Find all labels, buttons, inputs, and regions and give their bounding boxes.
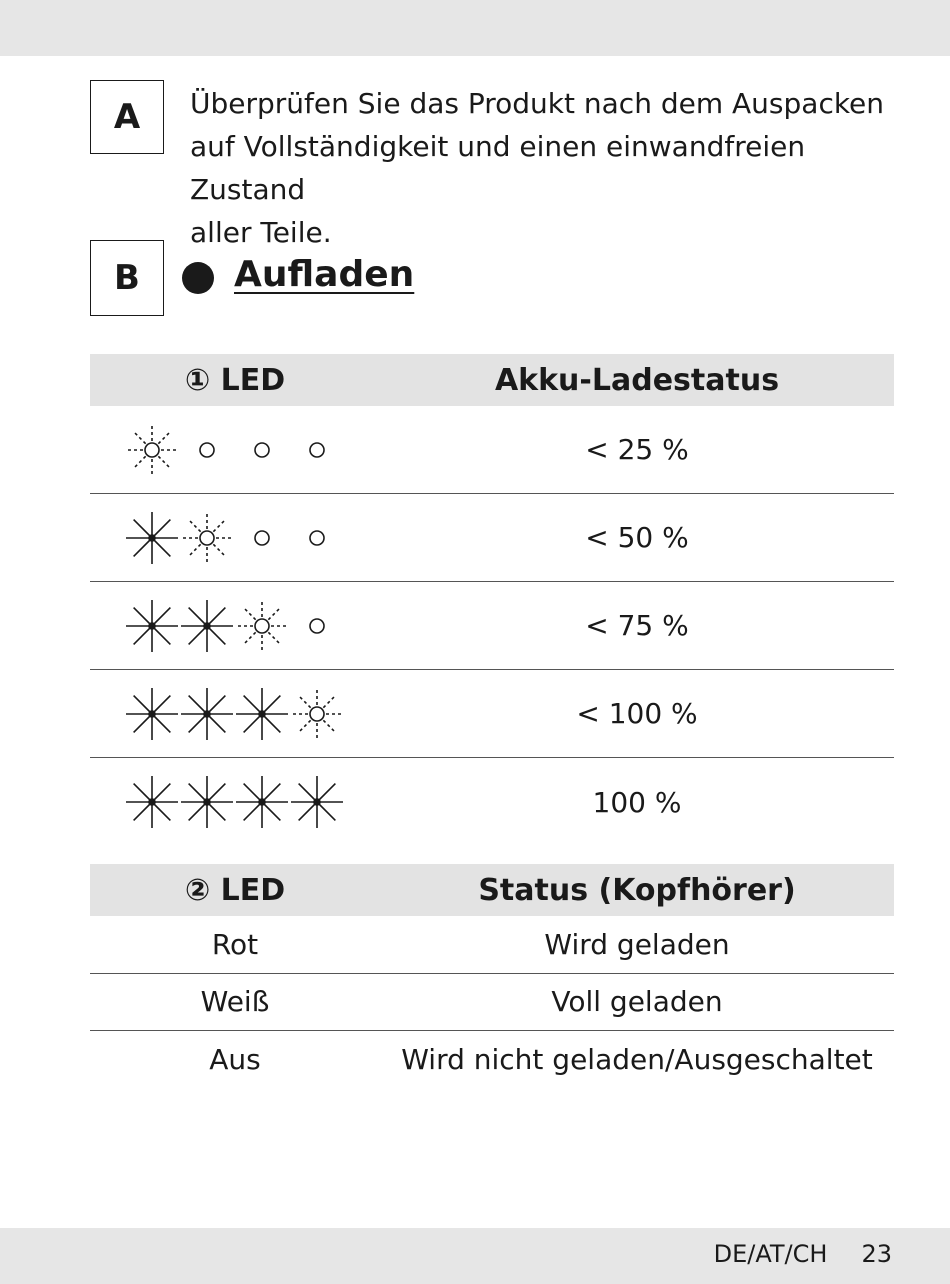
led-cell xyxy=(90,406,380,493)
led-blinking-icon xyxy=(126,424,178,476)
led-on-icon xyxy=(236,688,288,740)
step-a-label: A xyxy=(113,97,141,137)
table-row xyxy=(90,582,894,670)
led-indicator-row xyxy=(120,770,360,834)
table2-header-led: ② LED xyxy=(184,872,286,908)
charge-status: < 75 % xyxy=(585,609,689,642)
intro-text xyxy=(190,82,910,254)
charge-status: < 50 % xyxy=(585,521,689,554)
led-indicator-row xyxy=(120,682,360,746)
led-off-icon xyxy=(200,443,214,457)
charge-status: < 100 % xyxy=(576,697,698,730)
table-row xyxy=(90,1031,894,1089)
led-on-icon xyxy=(181,776,233,828)
charge-status: < 25 % xyxy=(585,433,689,466)
led-cell xyxy=(90,494,380,581)
table1-header-status: Akku-Ladestatus xyxy=(494,362,780,398)
led-cell xyxy=(90,758,380,846)
page-number: 23 xyxy=(861,1240,892,1268)
led-on-icon xyxy=(181,600,233,652)
headphone-status: Wird geladen xyxy=(544,927,730,961)
bullet-dot-icon xyxy=(182,262,214,294)
headphone-status: Voll geladen xyxy=(551,985,723,1019)
table1-header-led: ① LED xyxy=(184,362,286,398)
led-blinking-icon xyxy=(236,600,288,652)
led-cell xyxy=(90,670,380,757)
led-blinking-icon xyxy=(291,688,343,740)
top-band xyxy=(0,0,950,56)
charge-status: 100 % xyxy=(592,785,682,819)
intro-line: auf Vollständigkeit und einen einwandfreien Zustand xyxy=(190,130,806,206)
step-a-box xyxy=(90,80,164,154)
led-off-icon xyxy=(310,619,324,633)
led-blinking-icon xyxy=(181,512,233,564)
led-cell xyxy=(90,582,380,669)
led-indicator-row xyxy=(120,594,360,658)
led-on-icon xyxy=(126,600,178,652)
table-row xyxy=(90,670,894,758)
led-color: Weiß xyxy=(200,985,270,1019)
led-on-icon xyxy=(291,776,343,828)
led-on-icon xyxy=(181,688,233,740)
section-title: Aufladen xyxy=(234,254,415,295)
led-on-icon xyxy=(126,776,178,828)
table-row xyxy=(90,974,894,1032)
footer-region: DE/AT/CH xyxy=(713,1240,828,1268)
headphone-status: Wird nicht geladen/Ausgeschaltet xyxy=(401,1043,873,1077)
led-off-icon xyxy=(255,531,269,545)
led-color: Rot xyxy=(211,927,259,961)
table-row xyxy=(90,758,894,846)
intro-line: Überprüfen Sie das Produkt nach dem Auspacken xyxy=(190,87,885,120)
table-row xyxy=(90,916,894,974)
led-indicator-row xyxy=(120,418,360,482)
table2-header xyxy=(90,864,894,916)
led-indicator-row xyxy=(120,506,360,570)
led-off-icon xyxy=(255,443,269,457)
led-on-icon xyxy=(236,776,288,828)
table-row xyxy=(90,406,894,494)
table-row xyxy=(90,494,894,582)
led-on-icon xyxy=(126,512,178,564)
intro-line: aller Teile. xyxy=(190,216,332,249)
step-b-box xyxy=(90,240,164,316)
table2-header-status: Status (Kopfhörer) xyxy=(478,872,796,908)
led-off-icon xyxy=(310,531,324,545)
led-on-icon xyxy=(126,688,178,740)
led-off-icon xyxy=(310,443,324,457)
table1-header xyxy=(90,354,894,406)
footer xyxy=(714,1240,892,1268)
step-b-label: B xyxy=(114,258,140,298)
led-color: Aus xyxy=(209,1043,261,1077)
